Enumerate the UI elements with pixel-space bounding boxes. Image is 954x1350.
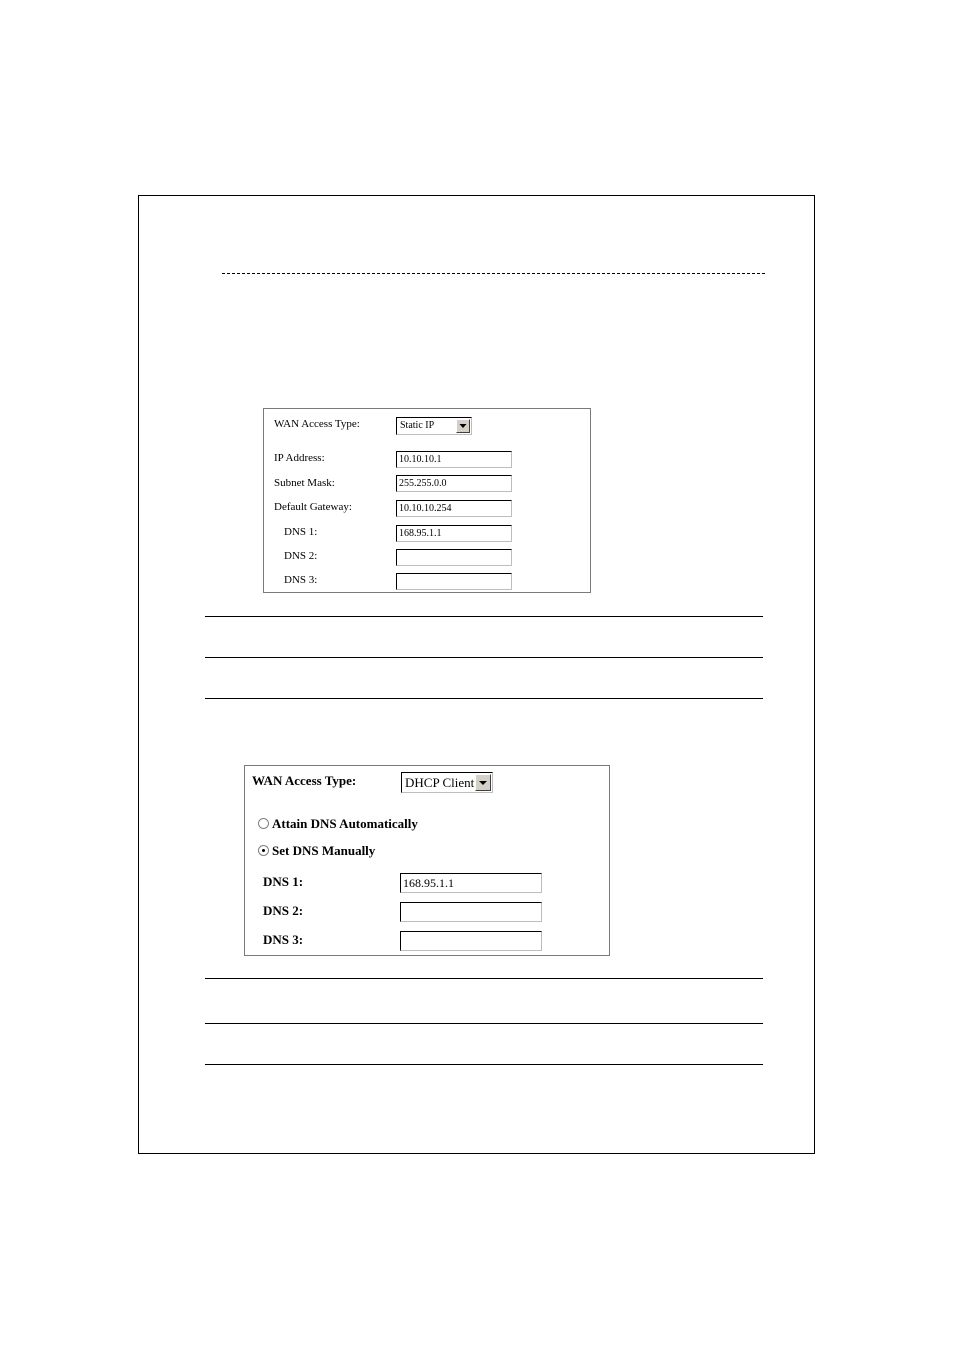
radio-selected-icon[interactable] — [258, 845, 269, 856]
dns3-label: DNS 3: — [284, 574, 318, 586]
chevron-down-icon[interactable] — [456, 419, 470, 433]
attain-dns-automatically-label: Attain DNS Automatically — [272, 816, 418, 831]
default-gateway-label: Default Gateway: — [274, 501, 352, 513]
wan-access-type-select[interactable] — [401, 772, 493, 793]
wan-access-type-value: Static IP — [400, 420, 435, 431]
page-frame — [138, 195, 815, 1154]
dns2-label: DNS 2: — [284, 550, 318, 562]
set-dns-manually-label: Set DNS Manually — [272, 843, 376, 858]
dns3-label: DNS 3: — [263, 932, 304, 947]
radio-unselected-icon[interactable] — [258, 818, 269, 829]
divider-line — [205, 1064, 763, 1065]
static-ip-panel — [263, 408, 591, 593]
header-divider — [222, 273, 765, 274]
wan-access-type-value: DHCP Client — [405, 775, 475, 790]
wan-access-type-label: WAN Access Type: — [274, 418, 360, 430]
divider-line — [205, 616, 763, 617]
dns2-input[interactable] — [396, 549, 512, 566]
divider-line — [205, 978, 763, 979]
dns1-input[interactable]: 168.95.1.1 — [400, 873, 542, 893]
ip-address-input[interactable]: 10.10.10.1 — [396, 451, 512, 468]
divider-line — [205, 698, 763, 699]
subnet-mask-label: Subnet Mask: — [274, 477, 335, 489]
dhcp-client-panel — [244, 765, 610, 956]
dns1-label: DNS 1: — [284, 526, 318, 538]
wan-access-type-label: WAN Access Type: — [252, 773, 357, 788]
dns3-input[interactable] — [396, 573, 512, 590]
ip-address-label: IP Address: — [274, 452, 325, 464]
dns1-label: DNS 1: — [263, 874, 304, 889]
chevron-down-icon[interactable] — [475, 774, 491, 791]
dns1-input[interactable]: 168.95.1.1 — [396, 525, 512, 542]
dns2-input[interactable] — [400, 902, 542, 922]
wan-access-type-select[interactable] — [396, 417, 472, 435]
subnet-mask-input[interactable]: 255.255.0.0 — [396, 475, 512, 492]
dns3-input[interactable] — [400, 931, 542, 951]
divider-line — [205, 657, 763, 658]
dns2-label: DNS 2: — [263, 903, 304, 918]
default-gateway-input[interactable]: 10.10.10.254 — [396, 500, 512, 517]
divider-line — [205, 1023, 763, 1024]
